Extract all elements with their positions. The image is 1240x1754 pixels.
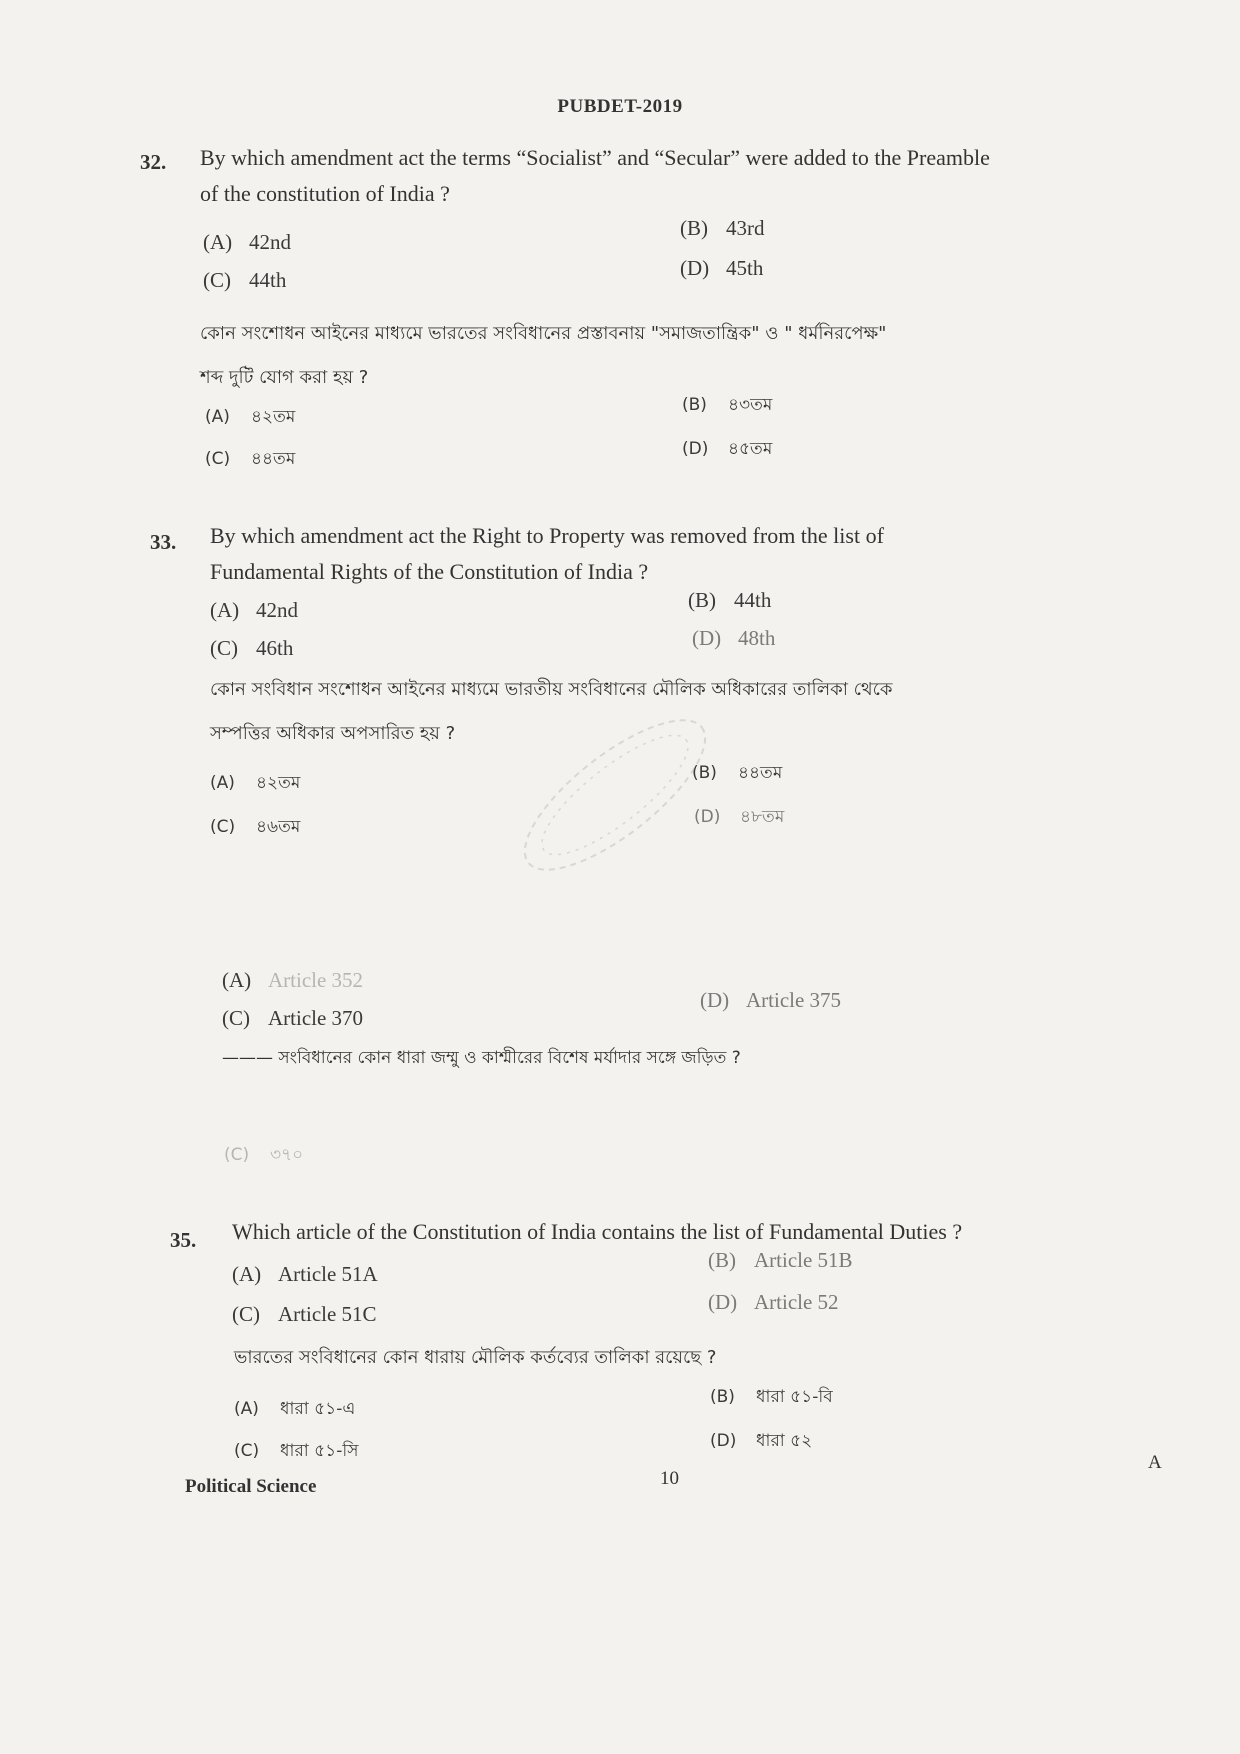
q33-option-a-bn[interactable]: (A) ৪২তম [210,773,301,793]
footer-subject: Political Science [185,1476,317,1497]
question-35-text-bn: ভারতের সংবিধানের কোন ধারায় মৌলিক কর্তব্যের তালিকা রয়েছে ? [234,1347,717,1368]
q35-option-d-bn[interactable]: (D) ধারা ৫২ [710,1431,813,1451]
question-number-35: 35. [170,1228,197,1252]
question-35-text-en: Which article of the Constitution of India contains the list of Fundamental Duties ? [232,1219,963,1244]
q32-option-d[interactable]: (D) 45th [680,256,764,280]
question-32-text-en [200,140,1120,212]
question-33-text-bn: কোন সংবিধান সংশোধন আইনের মাধ্যমে ভারতীয় সংবিধানের মৌলিক অধিকারের তালিকা থেকে সম্পত্তির অধিকার অপসারিত হয় ? [210,679,893,744]
q34-option-a[interactable]: (A) Article 352 [222,968,364,992]
q34-option-d[interactable]: (D) Article 375 [700,988,842,1012]
q35-option-b[interactable]: (B) Article 51B [708,1248,853,1272]
question-33-text-en: By which amendment act the Right to Property was removed from the list of Fundamental Rights of the Constitution of India ? [210,523,884,584]
q33-option-d-bn[interactable]: (D) ৪৮তম [694,807,785,827]
q35-option-a-bn[interactable]: (A) ধারা ৫১-এ [234,1399,356,1419]
q33-option-b[interactable]: (B) 44th [688,588,772,612]
q32-option-b-bn[interactable]: (B) ৪৩তম [682,395,773,415]
q34-option-c-bn[interactable]: (C) ৩৭০ [224,1145,304,1165]
q33-option-a[interactable]: (A) 42nd [210,598,298,622]
q35-option-a[interactable]: (A) Article 51A [232,1262,378,1286]
question-number-33: 33. [150,530,177,554]
q33-option-b-bn[interactable]: (B) ৪৪তম [692,763,783,783]
q32-option-a-bn[interactable]: (A) ৪২তম [205,407,296,427]
q35-option-c[interactable]: (C) Article 51C [232,1302,377,1326]
q32-option-d-bn[interactable]: (D) ৪৫তম [682,439,773,459]
q33-option-d[interactable]: (D) 48th [692,626,776,650]
q33-option-c[interactable]: (C) 46th [210,636,294,660]
question-32-line2: of the constitution of India ? [200,181,450,206]
q35-option-c-bn[interactable]: (C) ধারা ৫১-সি [234,1441,359,1461]
question-32-text-bn: কোন সংশোধন আইনের মাধ্যমে ভারতের সংবিধানের প্রস্তাবনায় "সমাজতান্ত্রিক" ও " ধর্মনিরপেক্ষ" শব্দ দুটি যোগ করা হয় ? [200,323,887,388]
q33-option-c-bn[interactable]: (C) ৪৬তম [210,817,301,837]
q34-option-c[interactable]: (C) Article 370 [222,1006,364,1030]
q35-option-d[interactable]: (D) Article 52 [708,1290,839,1314]
q32-option-c[interactable]: (C) 44th [203,268,287,292]
q32-option-a[interactable]: (A) 42nd [203,230,291,254]
q32-option-b[interactable]: (B) 43rd [680,216,765,240]
page-header: PUBDET-2019 [557,96,683,117]
q32-option-c-bn[interactable]: (C) ৪৪তম [205,449,296,469]
q35-option-b-bn[interactable]: (B) ধারা ৫১-বি [710,1387,833,1407]
question-32-line1: By which amendment act the terms “Socialist” and “Secular” were added to the Preamble [200,145,990,170]
footer-set-letter: A [1148,1452,1162,1473]
question-34-text-bn: ——— সংবিধানের কোন ধারা জম্মু ও কাশ্মীরের বিশেষ মর্যাদার সঙ্গে জড়িত ? [222,1048,741,1068]
footer-page-number: 10 [660,1468,679,1489]
question-number-32: 32. [140,150,167,174]
